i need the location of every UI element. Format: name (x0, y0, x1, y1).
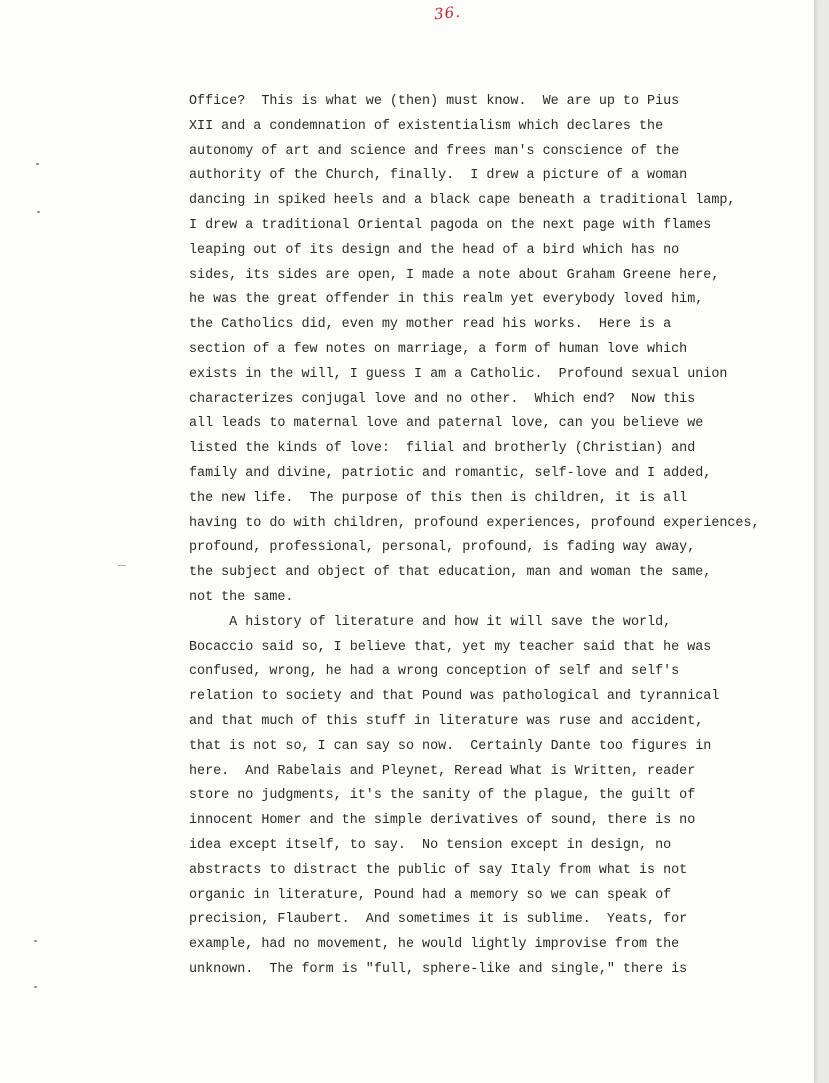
margin-dot (37, 211, 40, 213)
text-line: the Catholics did, even my mother read his works. Here is a (189, 317, 672, 333)
text-line: I drew a traditional Oriental pagoda on the next page with flames (189, 217, 712, 233)
text-line: authority of the Church, finally. I drew a picture of a woman (189, 168, 688, 184)
text-line: leaping out of its design and the head of a bird which has no (189, 242, 680, 258)
text-line: abstracts to distract the public of say Italy from what is not (189, 862, 688, 878)
text-line: exists in the will, I guess I am a Catholic. Profound sexual union (189, 366, 728, 382)
text-line: sides, its sides are open, I made a note about Graham Greene here, (189, 267, 720, 283)
text-line: here. And Rabelais and Pleynet, Reread What is Written, reader (189, 763, 696, 779)
text-line: the new life. The purpose of this then is children, it is all (189, 490, 688, 506)
text-line: unknown. The form is "full, sphere-like and single," there is (189, 961, 688, 977)
text-line: the subject and object of that education, man and woman the same, (189, 565, 712, 581)
text-line: relation to society and that Pound was pathological and tyrannical (189, 689, 720, 705)
text-line: organic in literature, Pound had a memory so we can speak of (189, 887, 672, 903)
margin-dot (34, 986, 37, 988)
text-line: profound, professional, personal, profound, is fading way away, (189, 540, 696, 556)
text-line: example, had no movement, he would lightly improvise from the (189, 937, 680, 953)
text-line: section of a few notes on marriage, a form of human love which (189, 341, 688, 357)
margin-dot (34, 940, 37, 942)
text-line: listed the kinds of love: filial and brotherly (Christian) and (189, 441, 696, 457)
text-line: precision, Flaubert. And sometimes it is sublime. Yeats, for (189, 912, 688, 928)
text-line: XII and a condemnation of existentialism which declares the (189, 118, 664, 134)
text-line: he was the great offender in this realm yet everybody loved him, (189, 292, 704, 308)
page-number: 36. (433, 2, 462, 24)
margin-dash (118, 565, 126, 566)
margin-dot (36, 163, 39, 165)
text-line: innocent Homer and the simple derivatives of sound, there is no (189, 813, 696, 829)
text-line: not the same. (189, 589, 294, 605)
text-line: store no judgments, it's the sanity of the plague, the guilt of (189, 788, 696, 804)
text-line: dancing in spiked heels and a black cape beneath a traditional lamp, (189, 193, 736, 209)
text-line: that is not so, I can say so now. Certainly Dante too figures in (189, 738, 712, 754)
text-line: having to do with children, profound experiences, profound experiences, (189, 515, 760, 531)
text-line: and that much of this stuff in literature was ruse and accident, (189, 713, 704, 729)
text-line: confused, wrong, he had a wrong conception of self and self's (189, 664, 680, 680)
text-line: Office? This is what we (then) must know. We are up to Pius (189, 94, 680, 109)
text-line: Bocaccio said so, I believe that, yet my teacher said that he was (189, 639, 712, 655)
text-line: idea except itself, to say. No tension except in design, no (189, 837, 672, 853)
text-line: A history of literature and how it will save the world, (189, 614, 672, 630)
text-line: autonomy of art and science and frees man's conscience of the (189, 143, 680, 159)
text-line: characterizes conjugal love and no other. Which end? Now this (189, 391, 696, 407)
text-line: family and divine, patriotic and romantic, self-love and I added, (189, 465, 712, 481)
text-line: all leads to maternal love and paternal love, can you believe we (189, 416, 704, 432)
body-text (189, 90, 809, 983)
